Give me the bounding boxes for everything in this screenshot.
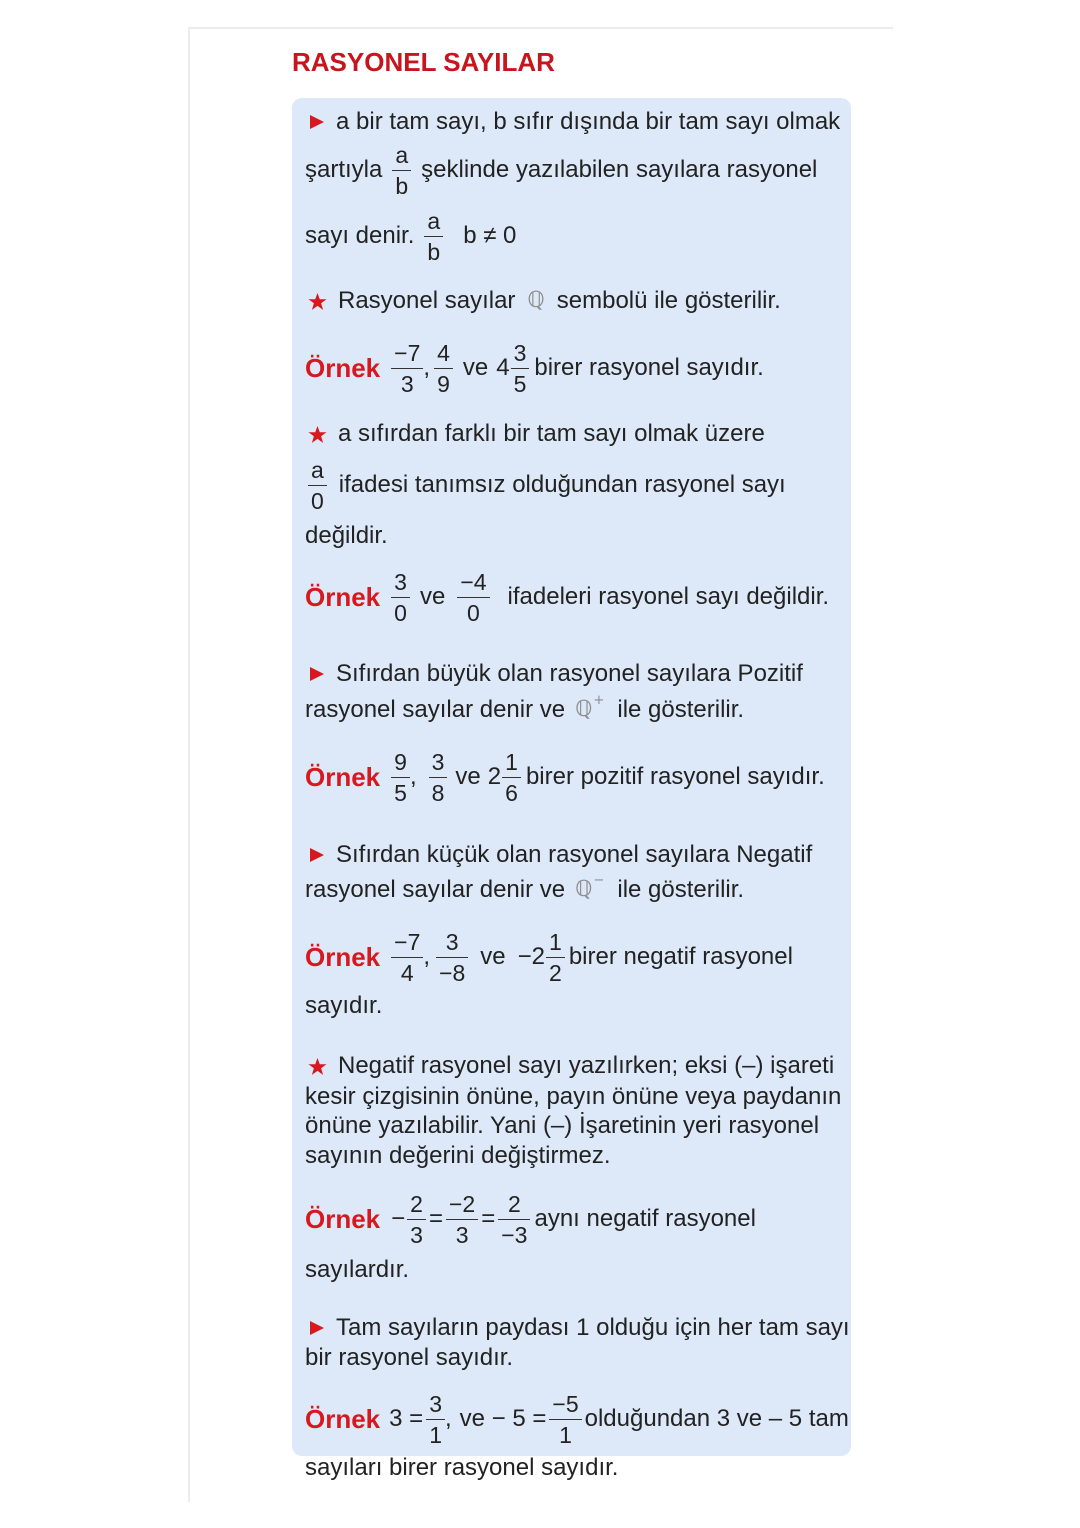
example-text: sayılardır. bbox=[305, 1256, 410, 1283]
mixed-fraction bbox=[546, 927, 565, 988]
fraction-numerator: 2 bbox=[410, 1190, 423, 1217]
fraction-numerator: −4 bbox=[460, 568, 487, 595]
fraction-numerator: −7 bbox=[394, 339, 421, 366]
fraction-numerator: 9 bbox=[394, 748, 407, 775]
fraction-denominator: 3 bbox=[446, 1219, 478, 1250]
fraction-denominator: 0 bbox=[457, 597, 489, 628]
conjunction: ve bbox=[480, 943, 506, 970]
mixed-whole: 2 bbox=[487, 763, 502, 790]
positive-text: ile gösterilir. bbox=[617, 696, 745, 723]
negative-text: rasyonel sayılar denir ve bbox=[305, 876, 566, 903]
fraction-numerator: 1 bbox=[505, 748, 518, 775]
fraction-denominator: 0 bbox=[391, 597, 410, 628]
fraction-numerator: 3 bbox=[394, 568, 407, 595]
fraction-denominator: −3 bbox=[498, 1219, 530, 1250]
example-rational-line bbox=[305, 336, 764, 400]
fraction-denominator: 3 bbox=[407, 1219, 426, 1250]
definition-condition: b ≠ 0 bbox=[463, 222, 517, 249]
definition-text: şartıyla bbox=[305, 156, 383, 183]
fraction-denominator: 4 bbox=[391, 957, 423, 988]
mixed-whole: −2 bbox=[517, 943, 546, 970]
fraction-numerator: a bbox=[427, 207, 441, 234]
mixed-fraction bbox=[502, 747, 521, 808]
fraction-numerator: 2 bbox=[507, 1190, 521, 1217]
definition-line-2 bbox=[305, 138, 817, 202]
fraction-denominator: 1 bbox=[549, 1419, 581, 1450]
fraction-numerator: a bbox=[395, 141, 409, 168]
fraction bbox=[429, 747, 448, 808]
example-text: birer rasyonel sayıdır. bbox=[534, 354, 764, 381]
positive-text: Sıfırdan büyük olan rasyonel sayılara Pozitif bbox=[336, 660, 803, 687]
fraction-denominator: 6 bbox=[502, 777, 521, 808]
star-icon bbox=[308, 425, 327, 444]
note-text: değildir. bbox=[305, 522, 388, 549]
fraction-denominator: −8 bbox=[436, 957, 468, 988]
rational-set-symbol: ℚ bbox=[575, 697, 593, 722]
example-undefined-line bbox=[305, 565, 829, 629]
fraction-denominator: 9 bbox=[434, 368, 453, 399]
fraction-denominator: 5 bbox=[391, 777, 410, 808]
conjunction: ve bbox=[462, 354, 489, 381]
note-text: Tam sayıların paydası 1 olduğu için her tam sayı bbox=[336, 1314, 850, 1341]
fraction-denominator: 0 bbox=[308, 485, 327, 516]
comma: , bbox=[444, 1405, 452, 1432]
fraction-denominator: 5 bbox=[511, 368, 530, 399]
zero-note-line-3 bbox=[305, 504, 388, 568]
comma: , bbox=[423, 943, 431, 970]
fraction-numerator: 3 bbox=[445, 928, 459, 955]
example-positive-line bbox=[305, 745, 825, 809]
comma: , bbox=[409, 763, 417, 790]
note-text: sembolü ile gösterilir. bbox=[556, 287, 781, 314]
negative-text: Sıfırdan küçük olan rasyonel sayılara Negatif bbox=[336, 841, 813, 868]
symbol-note-line bbox=[305, 269, 781, 333]
equals-sign: = bbox=[428, 1205, 443, 1232]
rational-set-symbol: ℚ bbox=[575, 877, 593, 902]
example-integer-line-2 bbox=[305, 1436, 618, 1500]
positive-set-symbol bbox=[575, 693, 605, 724]
note-text: Rasyonel sayılar bbox=[338, 287, 516, 314]
fraction-numerator: 3 bbox=[513, 339, 527, 366]
integer-note-line-2 bbox=[305, 1326, 513, 1390]
sign-note-line-4 bbox=[305, 1124, 610, 1188]
fraction bbox=[457, 567, 489, 628]
definition-text: a bir tam sayı, b sıfır dışında bir tam sayı olmak bbox=[336, 108, 841, 135]
fraction-denominator: 3 bbox=[391, 368, 423, 399]
definition-text: şeklinde yazılabilen sayılara rasyonel bbox=[421, 156, 818, 183]
example-text: olduğundan 3 ve – 5 tam bbox=[584, 1405, 849, 1432]
example-label: Örnek bbox=[305, 1204, 381, 1234]
example-text: ifadeleri rasyonel sayı değildir. bbox=[507, 583, 830, 610]
positive-line-2 bbox=[305, 678, 744, 742]
fraction-a-over-b bbox=[392, 140, 411, 201]
equals-sign: = bbox=[481, 1205, 496, 1232]
fraction-a-over-b bbox=[424, 206, 443, 267]
note-text: bir rasyonel sayıdır. bbox=[305, 1344, 514, 1371]
example-text: sayıları birer rasyonel sayıdır. bbox=[305, 1454, 619, 1481]
example-label: Örnek bbox=[305, 353, 381, 383]
definition-text: sayı denir. bbox=[305, 222, 415, 249]
fraction-denominator: b bbox=[392, 170, 411, 201]
page-title: RASYONEL SAYILAR bbox=[292, 47, 555, 77]
rational-set-symbol: ℚ bbox=[527, 288, 545, 313]
example-label: Örnek bbox=[305, 942, 381, 972]
negative-set-symbol bbox=[575, 873, 605, 904]
fraction bbox=[391, 927, 423, 988]
fraction-numerator: a bbox=[311, 456, 324, 483]
fraction-numerator: −2 bbox=[448, 1190, 476, 1217]
negative-text: ile gösterilir. bbox=[617, 876, 745, 903]
fraction-denominator: 8 bbox=[429, 777, 448, 808]
note-text: ifadesi tanımsız olduğundan rasyonel sayı bbox=[338, 471, 786, 498]
fraction bbox=[436, 927, 468, 988]
fraction-numerator: 4 bbox=[437, 339, 450, 366]
star-icon bbox=[308, 292, 327, 311]
leading-minus: − bbox=[391, 1205, 406, 1232]
note-text: Negatif rasyonel sayı yazılırken; eksi (–) işareti bbox=[338, 1052, 835, 1079]
fraction-numerator: −5 bbox=[552, 1390, 579, 1417]
note-text: önüne yazılabilir. Yani (–) İşaretinin yeri rasyonel bbox=[305, 1112, 820, 1139]
positive-text: rasyonel sayılar denir ve bbox=[305, 696, 566, 723]
example-text: birer pozitif rasyonel sayıdır. bbox=[525, 763, 825, 790]
fraction bbox=[391, 338, 423, 399]
comma: , bbox=[423, 354, 431, 381]
fraction bbox=[407, 1189, 426, 1250]
example-label: Örnek bbox=[305, 1404, 381, 1434]
fraction-numerator: 3 bbox=[429, 1390, 442, 1417]
minus-superscript: − bbox=[593, 873, 605, 888]
definition-line-3 bbox=[305, 204, 516, 268]
negative-line-2 bbox=[305, 858, 744, 922]
note-text: kesir çizgisinin önüne, payın önüne veya paydanın bbox=[305, 1083, 842, 1110]
example-label: Örnek bbox=[305, 762, 381, 792]
note-text: a sıfırdan farklı bir tam sayı olmak üzere bbox=[338, 420, 765, 447]
equation-left: 3 = bbox=[389, 1405, 424, 1432]
fraction-denominator: 2 bbox=[546, 957, 565, 988]
example-text: sayıdır. bbox=[305, 992, 383, 1019]
equation-left: ve − 5 = bbox=[459, 1405, 547, 1432]
mixed-fraction bbox=[511, 338, 530, 399]
triangle-right-icon bbox=[309, 114, 325, 130]
fraction bbox=[434, 338, 453, 399]
fraction-denominator: 1 bbox=[426, 1419, 445, 1450]
fraction bbox=[498, 1189, 530, 1250]
example-label: Örnek bbox=[305, 582, 381, 612]
fraction bbox=[391, 747, 410, 808]
conjunction: ve bbox=[419, 583, 446, 610]
fraction-denominator: b bbox=[424, 236, 443, 267]
example-negative-line-2 bbox=[305, 974, 382, 1038]
example-text: birer negatif rasyonel bbox=[568, 943, 793, 970]
fraction-numerator: 1 bbox=[549, 928, 562, 955]
example-text: aynı negatif rasyonel bbox=[534, 1205, 756, 1232]
fraction bbox=[391, 567, 410, 628]
fraction-numerator: 3 bbox=[431, 748, 445, 775]
example-sign-line-2 bbox=[305, 1238, 409, 1302]
plus-superscript: + bbox=[593, 693, 605, 708]
note-text: sayının değerini değiştirmez. bbox=[305, 1142, 611, 1169]
fraction-numerator: −7 bbox=[394, 928, 421, 955]
conjunction: ve bbox=[455, 763, 481, 790]
fraction bbox=[446, 1189, 478, 1250]
mixed-whole: 4 bbox=[496, 354, 510, 381]
